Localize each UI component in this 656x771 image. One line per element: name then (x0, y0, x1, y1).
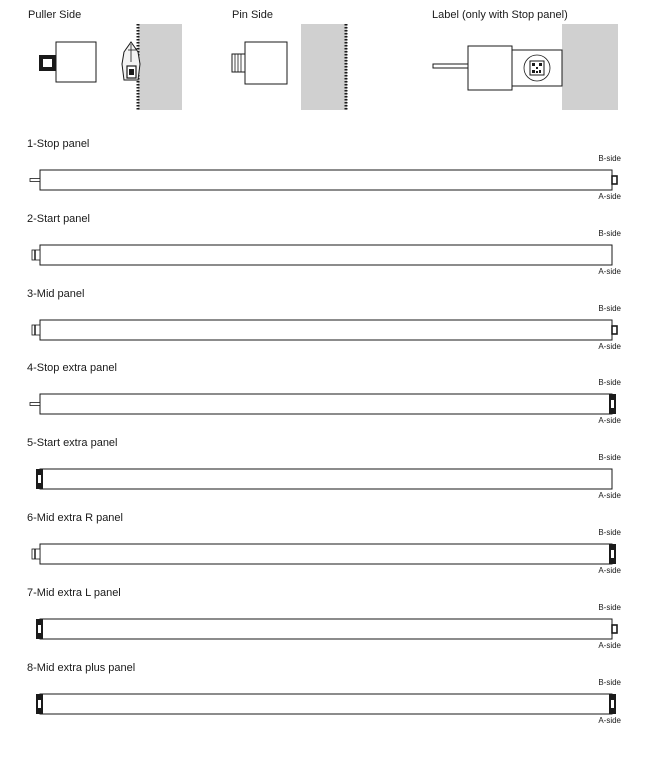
pin-side-diagram (232, 24, 347, 110)
b-side-label: B-side (598, 453, 621, 463)
b-side-label: B-side (598, 378, 621, 388)
panel-bar (40, 245, 612, 265)
left-tall-end (36, 469, 43, 489)
right-small-end (612, 625, 617, 633)
right-tall-end (609, 394, 616, 414)
a-side-label: A-side (598, 715, 621, 725)
panel-diagram (0, 384, 656, 424)
left-rod (30, 403, 40, 406)
legend-diagrams (0, 0, 656, 140)
panel-title: 6-Mid extra R panel (27, 512, 123, 524)
panel-bar (40, 320, 612, 340)
label-side-diagram (433, 24, 618, 110)
label-panel-end (468, 46, 512, 90)
left-tall-end (36, 694, 43, 714)
panel-diagram (0, 310, 656, 350)
puller-side-diagram (39, 24, 182, 110)
a-side-label: A-side (598, 266, 621, 276)
panel-title: 7-Mid extra L panel (27, 586, 121, 599)
puller-wall (138, 24, 182, 110)
panel-diagram (0, 459, 656, 499)
panel-diagram (0, 160, 656, 200)
b-side-label: B-side (598, 677, 621, 687)
right-small-end (612, 176, 617, 184)
panel-title: 4-Stop extra panel (27, 362, 117, 375)
label-rod (433, 64, 468, 68)
panel-title: 2-Start panel (27, 212, 90, 225)
pin-block (232, 54, 245, 72)
right-tall-end (609, 544, 616, 564)
panel-title: 1-Stop panel (27, 138, 90, 150)
label-wall (562, 24, 618, 110)
left-rod (30, 179, 40, 182)
panel-title: 3-Mid panel (27, 287, 85, 300)
panel-bar (40, 544, 612, 564)
left-pin-end (32, 325, 40, 335)
right-small-end (612, 326, 617, 334)
b-side-label: B-side (598, 602, 621, 612)
right-tall-end (609, 694, 616, 714)
panel-diagram (0, 609, 656, 649)
panel-bar (40, 394, 612, 414)
left-pin-end (32, 250, 40, 260)
zipper-slider-icon (122, 42, 140, 80)
b-side-label: B-side (598, 154, 621, 163)
panel-bar (40, 469, 612, 489)
pin-side-title: Pin Side (232, 9, 273, 21)
panel-diagram (0, 534, 656, 574)
puller-block-window (43, 59, 52, 67)
b-side-label: B-side (598, 303, 621, 313)
a-side-label: A-side (598, 491, 621, 501)
a-side-label: A-side (598, 640, 621, 650)
left-pin-end (32, 549, 40, 559)
panel-title: 8-Mid extra plus panel (27, 661, 136, 674)
panel-bar (40, 619, 612, 639)
b-side-label: B-side (598, 528, 621, 537)
puller-panel-end (56, 42, 96, 82)
qr-code-icon (530, 61, 544, 75)
a-side-label: A-side (598, 566, 621, 575)
label-side-title: Label (only with Stop panel) (432, 9, 568, 21)
left-tall-end (36, 619, 43, 639)
panel-bar (40, 694, 612, 714)
pin-panel-end (245, 42, 287, 84)
panel-diagram (0, 235, 656, 275)
a-side-label: A-side (598, 192, 621, 201)
panel-bar (40, 170, 612, 190)
pin-wall (301, 24, 347, 110)
panel-title: 5-Start extra panel (27, 437, 118, 450)
panel-diagram (0, 684, 656, 724)
b-side-label: B-side (598, 228, 621, 238)
puller-side-title: Puller Side (28, 9, 82, 21)
a-side-label: A-side (598, 416, 621, 426)
a-side-label: A-side (598, 341, 621, 351)
